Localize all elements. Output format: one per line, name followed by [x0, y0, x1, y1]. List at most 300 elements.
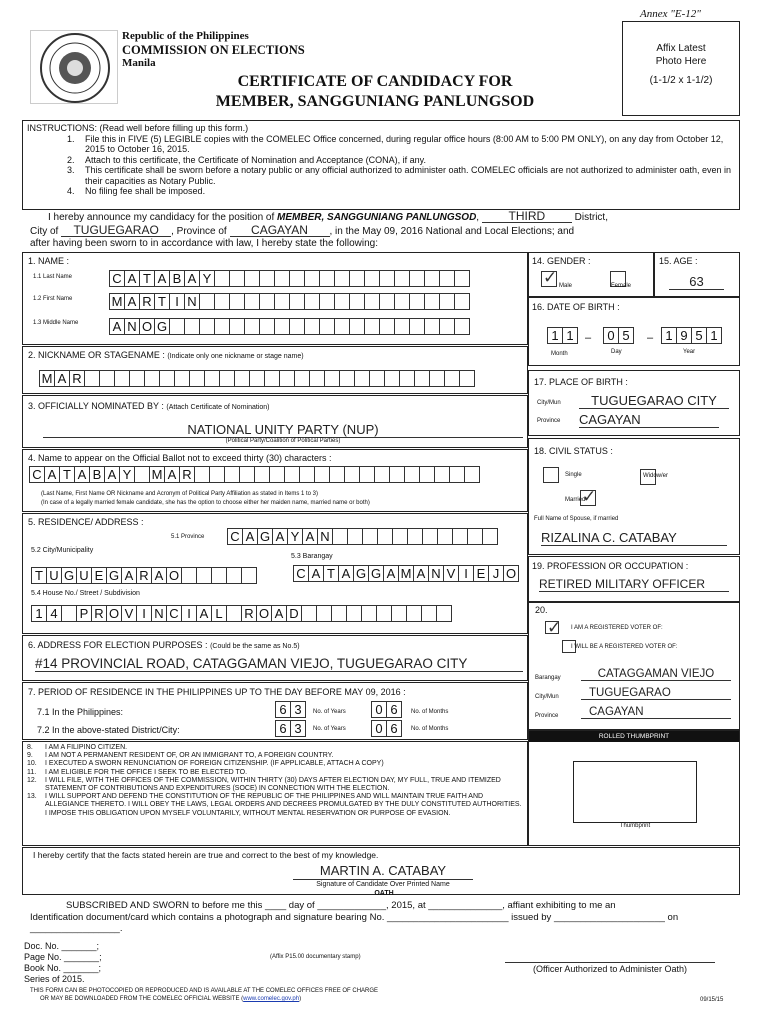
nickname-section [22, 346, 528, 394]
letter-cell: 1 [661, 327, 677, 344]
instruction-item [27, 165, 735, 186]
letter-cell [421, 605, 437, 622]
res-house-cells[interactable] [31, 605, 451, 622]
election-address-value: #14 PROVINCIAL ROAD, CATAGGAMAN VIEJO, TUGUEGARAO CITY [35, 656, 523, 672]
res-city-label: 5.2 City/Municipality [31, 547, 94, 554]
photo-size: (1-1/2 x 1-1/2) [649, 75, 713, 86]
letter-cell: O [139, 318, 155, 335]
instruction-number: 4. [67, 186, 75, 196]
res-province-cells[interactable] [227, 528, 497, 545]
letter-cell [482, 528, 498, 545]
profession-value: RETIRED MILITARY OFFICER [539, 577, 729, 592]
res-house-label: 5.4 House No./ Street / Subdivision [31, 590, 140, 597]
letter-cell: 6 [275, 701, 291, 718]
letter-cell: N [124, 318, 140, 335]
certify-text: I hereby certify that the facts stated herein are true and correct to the best of my knowledge. [33, 850, 379, 860]
res-city-cells[interactable] [31, 567, 256, 584]
city-text: Manila [122, 57, 156, 69]
letter-cell: I [136, 605, 152, 622]
letter-cell [259, 318, 275, 335]
oath-line-3: _________________. [30, 923, 123, 934]
letter-cell: 5 [618, 327, 634, 344]
profession-label: 19. PROFESSION OR OCCUPATION : [532, 561, 689, 571]
first-name-cells[interactable] [109, 293, 469, 310]
nickname-cells[interactable] [39, 370, 474, 387]
announce-text-3: after having been sworn to in accordance with law, I hereby state the following: [30, 238, 378, 249]
male-checkbox[interactable] [541, 268, 558, 287]
letter-cell [319, 270, 335, 287]
letter-cell [196, 567, 212, 584]
letter-cell [424, 293, 440, 310]
letter-cell [289, 318, 305, 335]
letter-cell [394, 270, 410, 287]
letter-cell: 4 [46, 605, 62, 622]
letter-cell [459, 370, 475, 387]
middle-name-label: 1.3 Middle Name [33, 320, 79, 326]
oath-item-number: 10. [27, 760, 37, 768]
letter-cell [239, 466, 255, 483]
letter-cell [404, 466, 420, 483]
letter-cell [99, 370, 115, 387]
letter-cell [274, 318, 290, 335]
letter-cell [334, 270, 350, 287]
instruction-text: File this in FIVE (5) LEGIBLE copies with the COMELEC Office concerned, during regular office hours (8:00 AM to 5:00 PM ONLY), on any day from October 12, 2015 to October 16, 2015. [85, 133, 724, 154]
signature-label: Signature of Candidate Over Printed Name [293, 879, 473, 888]
province-value: CAGAYAN [230, 224, 330, 237]
single-label: Single [565, 472, 582, 478]
letter-cell: 3 [290, 701, 306, 718]
oath-item-text: I AM A FILIPINO CITIZEN. [45, 744, 128, 751]
letter-cell: A [271, 605, 287, 622]
letter-cell: A [308, 565, 324, 582]
letter-cell: 1 [706, 327, 722, 344]
oath-items [22, 741, 528, 846]
letter-cell [244, 270, 260, 287]
letter-cell: A [109, 318, 125, 335]
republic-text: Republic of the Philippines [122, 30, 249, 42]
letter-cell [394, 318, 410, 335]
letter-cell [391, 605, 407, 622]
letter-cell [204, 370, 220, 387]
announce-text-1: I hereby announce my candidacy for the position of [48, 212, 275, 223]
married-label: Married [565, 497, 586, 503]
oath-item-text: I WILL FILE, WITH THE OFFICES OF THE COMMISSION, WITHIN THIRTY (30) DAYS AFTER ELECTION DAY, MY FULL, TRUE AND ITEMIZED STATEMENT OF CONTRIBUTIONS AND EXPENDITURES (SOCE) IN CONNECTION WITH THE ELECTION. [45, 776, 501, 793]
ballot-cells[interactable] [29, 466, 479, 483]
letter-cell [214, 318, 230, 335]
oath-item-number: 11. [27, 768, 37, 776]
age-value: 63 [669, 274, 724, 290]
check-icon: ✓ [582, 487, 597, 506]
announce-text-2: , in the May 09, 2016 National and Local Elections; and [329, 226, 575, 237]
oath-item [27, 769, 523, 777]
footer-line-2: OR MAY BE DOWNLOADED FROM THE COMELEC OFFICIAL WEBSITE ( [40, 996, 244, 1002]
letter-cell [134, 466, 150, 483]
years-label-1: No. of Years [313, 709, 346, 715]
letter-cell: 5 [691, 327, 707, 344]
instructions-head: INSTRUCTIONS: (Read well before filling up this form.) [27, 123, 249, 133]
period-label: 7. PERIOD OF RESIDENCE IN THE PHILIPPINES UP TO THE DAY BEFORE MAY 09, 2016 : [28, 687, 406, 697]
footer-line-1: THIS FORM CAN BE PHOTOCOPIED OR REPRODUCED AND IS AVAILABLE AT THE COMELEC OFFICES FREE OF CHARGE [30, 988, 379, 994]
period-district-label: 7.2 In the above-stated District/City: [37, 725, 180, 735]
officer-label: (Officer Authorized to Administer Oath) [505, 962, 715, 974]
civil-status-section [528, 438, 740, 555]
letter-cell [274, 270, 290, 287]
name-section [22, 252, 528, 345]
letter-cell: C [109, 270, 125, 287]
announce-position: MEMBER, SANGGUNIANG PANLUNGSOD [277, 212, 477, 223]
letter-cell: Y [287, 528, 303, 545]
district-label: District, [574, 212, 608, 223]
nickname-label: 2. NICKNAME OR STAGENAME : [28, 350, 165, 360]
letter-cell: 6 [386, 701, 402, 718]
letter-cell: A [164, 466, 180, 483]
thumbprint-label: Thumbprint [619, 823, 651, 829]
letter-cell [304, 270, 320, 287]
comelec-website-link[interactable]: www.comelec.gov.ph [243, 996, 300, 1002]
oath-item-number: 9. [27, 752, 33, 760]
nominated-section [22, 395, 528, 448]
letter-cell: O [256, 605, 272, 622]
city-value: TUGUEGARAO [61, 224, 171, 237]
letter-cell [241, 567, 257, 584]
letter-cell: B [169, 270, 185, 287]
letter-cell [229, 293, 245, 310]
letter-cell: E [91, 567, 107, 584]
letter-cell: A [44, 466, 60, 483]
oath-item-number: 8. [27, 744, 33, 751]
election-address-label: 6. ADDRESS FOR ELECTION PURPOSES : [28, 640, 208, 650]
voter-brgy-label: Barangay [535, 675, 561, 681]
title-line-1: CERTIFICATE OF CANDIDACY FOR [237, 73, 513, 90]
oath-item-text: I AM NOT A PERMANENT RESIDENT OF, OR AN IMMIGRANT TO, A FOREIGN COUNTRY. [45, 752, 334, 760]
last-name-cells[interactable] [109, 270, 469, 287]
letter-cell: G [154, 318, 170, 335]
res-brgy-cells[interactable] [293, 565, 518, 582]
letter-cell: A [124, 270, 140, 287]
letter-cell: 6 [386, 720, 402, 737]
notary-block [24, 941, 102, 985]
letter-cell: G [61, 567, 77, 584]
letter-cell [181, 567, 197, 584]
election-address-note: (Could be the same as No.5) [210, 643, 300, 650]
female-label: Female [611, 283, 632, 289]
letter-cell [409, 270, 425, 287]
instruction-text: Attach to this certificate, the Certificate of Nomination and Acceptance (CONA), if any. [85, 154, 426, 165]
instruction-number: 1. [67, 133, 75, 144]
letter-cell: T [323, 565, 339, 582]
letter-cell [279, 370, 295, 387]
instruction-text: No filing fee shall be imposed. [85, 186, 206, 196]
dob-month-cells[interactable] [547, 327, 577, 344]
letter-cell [294, 370, 310, 387]
instructions-box [22, 120, 740, 210]
letter-cell [226, 605, 242, 622]
letter-cell [114, 370, 130, 387]
letter-cell [209, 466, 225, 483]
letter-cell: A [74, 466, 90, 483]
letter-cell [407, 528, 423, 545]
letter-cell [274, 293, 290, 310]
letter-cell [331, 605, 347, 622]
certify-section [22, 847, 740, 895]
pob-section [528, 370, 740, 436]
letter-cell [399, 370, 415, 387]
letter-cell: G [106, 567, 122, 584]
letter-cell [316, 605, 332, 622]
thumbprint-box [573, 761, 697, 823]
letter-cell: 3 [290, 720, 306, 737]
letter-cell [159, 370, 175, 387]
voter-label: 20. [535, 605, 548, 615]
letter-cell [319, 318, 335, 335]
check-icon: ✓ [543, 268, 558, 287]
letter-cell [369, 370, 385, 387]
letter-cell [334, 318, 350, 335]
letter-cell [364, 293, 380, 310]
page-no: Page No. _______; [24, 952, 102, 962]
district-value: THIRD [482, 210, 572, 223]
age-section [654, 252, 740, 297]
letter-cell: 0 [371, 701, 387, 718]
letter-cell [392, 528, 408, 545]
letter-cell [394, 293, 410, 310]
letter-cell [449, 466, 465, 483]
letter-cell: 1 [547, 327, 563, 344]
ballot-section [22, 449, 528, 512]
letter-cell: T [59, 466, 75, 483]
letter-cell [61, 605, 77, 622]
letter-cell [299, 466, 315, 483]
letter-cell: A [242, 528, 258, 545]
letter-cell [309, 370, 325, 387]
letter-cell [194, 466, 210, 483]
seal-icon [31, 31, 119, 105]
letter-cell: R [179, 466, 195, 483]
letter-cell: I [169, 293, 185, 310]
period-ph-label: 7.1 In the Philippines: [37, 707, 124, 717]
letter-cell [464, 466, 480, 483]
oath-item [27, 793, 523, 818]
letter-cell [249, 370, 265, 387]
book-no: Book No. _______; [24, 963, 102, 973]
letter-cell: A [104, 466, 120, 483]
footer [30, 987, 378, 1003]
letter-cell [219, 370, 235, 387]
age-label: 15. AGE : [659, 256, 698, 266]
letter-cell [214, 270, 230, 287]
letter-cell: C [293, 565, 309, 582]
years-ph-cells[interactable] [275, 701, 305, 718]
pob-province-label: Province [537, 418, 561, 424]
letter-cell: U [46, 567, 62, 584]
letter-cell: R [91, 605, 107, 622]
letter-cell [364, 318, 380, 335]
residence-label: 5. RESIDENCE/ ADDRESS : [28, 517, 144, 527]
dob-day-cells[interactable] [603, 327, 633, 344]
instruction-number: 3. [67, 165, 75, 175]
oath-line-1: SUBSCRIBED AND SWORN to before me this ____ day of _____________, 2015, at ______________, affiant exhibiting to me an [66, 900, 616, 911]
letter-cell [414, 370, 430, 387]
letter-cell: N [184, 293, 200, 310]
letter-cell [444, 370, 460, 387]
res-province-label: 5.1 Province [171, 534, 205, 540]
letter-cell [189, 370, 205, 387]
letter-cell [129, 370, 145, 387]
male-label: Male [559, 283, 573, 289]
nickname-note: (Indicate only one nickname or stage name) [167, 353, 304, 360]
months-district-cells[interactable] [371, 720, 401, 737]
letter-cell [254, 466, 270, 483]
party-sub: (Political Party/Coalition of Political Parties) [225, 438, 341, 444]
oath-item [27, 777, 523, 793]
letter-cell [379, 293, 395, 310]
letter-cell [264, 370, 280, 387]
commission-text: COMMISSION ON ELECTIONS [122, 43, 305, 57]
single-checkbox[interactable] [543, 467, 559, 483]
letter-cell [301, 605, 317, 622]
letter-cell [332, 528, 348, 545]
letter-cell [324, 370, 340, 387]
letter-cell: B [89, 466, 105, 483]
letter-cell: M [39, 370, 55, 387]
will-register-label: I WILL BE A REGISTERED VOTER OF: [571, 644, 678, 650]
letter-cell: A [272, 528, 288, 545]
instruction-item [27, 134, 735, 155]
photo-box [622, 21, 740, 116]
letter-cell [346, 605, 362, 622]
letter-cell: N [151, 605, 167, 622]
letter-cell: 1 [31, 605, 47, 622]
letter-cell [349, 318, 365, 335]
year-label: Year [683, 349, 696, 355]
letter-cell: A [302, 528, 318, 545]
letter-cell: A [154, 270, 170, 287]
letter-cell [439, 318, 455, 335]
letter-cell [144, 370, 160, 387]
party-value: NATIONAL UNITY PARTY (NUP) [43, 422, 523, 438]
letter-cell [174, 370, 190, 387]
letter-cell: A [124, 293, 140, 310]
letter-cell: T [31, 567, 47, 584]
month-label: Month [551, 351, 568, 357]
letter-cell [284, 466, 300, 483]
oath-item [27, 744, 523, 752]
profession-section [528, 556, 740, 602]
letter-cell: 1 [562, 327, 578, 344]
letter-cell [429, 370, 445, 387]
day-label: Day [611, 349, 622, 355]
instruction-item [27, 186, 735, 197]
letter-cell [361, 605, 377, 622]
letter-cell [389, 466, 405, 483]
letter-cell [434, 466, 450, 483]
instruction-number: 2. [67, 154, 75, 165]
letter-cell [454, 270, 470, 287]
letter-cell [349, 293, 365, 310]
civil-label: 18. CIVIL STATUS : [534, 446, 613, 456]
comelec-seal [30, 30, 118, 104]
voter-section [528, 602, 740, 730]
nominated-label: 3. OFFICIALLY NOMINATED BY : [28, 401, 164, 411]
letter-cell: C [29, 466, 45, 483]
letter-cell [184, 318, 200, 335]
letter-cell [199, 318, 215, 335]
first-name-label: 1.2 First Name [33, 296, 73, 302]
instruction-text: This certificate shall be sworn before a notary public or any official authorized to administer oath. COMELEC officials are not authorized to administer oath, even in their capacities as Notary Public. [85, 165, 732, 186]
letter-cell: 0 [603, 327, 619, 344]
letter-cell [454, 318, 470, 335]
letter-cell [344, 466, 360, 483]
letter-cell [454, 293, 470, 310]
letter-cell: O [503, 565, 519, 582]
letter-cell [211, 567, 227, 584]
letter-cell [259, 270, 275, 287]
spouse-value: RIZALINA C. CATABAY [541, 530, 727, 546]
months-label-2: No. of Months [411, 726, 449, 732]
letter-cell: G [257, 528, 273, 545]
letter-cell: C [227, 528, 243, 545]
ballot-note-2: (In case of a legally married female candidate, she has the option to choose either her maiden name, married name or both) [41, 500, 370, 506]
announcement: I hereby announce my candidacy for the position of MEMBER, SANGGUNIANG PANLUNGSOD, THIRD District, City of TUGUEGARAO , Province of CAGAYAN , in the May 09, 2016 National and Local Elections; and after having been sworn to in accordance with law, I hereby state the following: [30, 210, 740, 250]
letter-cell: J [488, 565, 504, 582]
dob-year-cells[interactable] [661, 327, 721, 344]
letter-cell [269, 466, 285, 483]
thumbprint-section [528, 730, 740, 846]
letter-cell [349, 270, 365, 287]
annex-label: Annex "E-12" [640, 8, 701, 20]
form-code: 09/15/15 [700, 997, 724, 1003]
oath-title: OATH [374, 890, 394, 897]
years-district-cells[interactable] [275, 720, 305, 737]
letter-cell: A [184, 270, 200, 287]
months-ph-cells[interactable] [371, 701, 401, 718]
oath-item-text: I EXECUTED A SWORN RENUNCIATION OF FOREIGN CITIZENSHIP. (IF APPLICABLE, ATTACH A COPY) [45, 760, 384, 768]
voter-city-value: TUGUEGARAO [581, 687, 731, 700]
letter-cell: A [196, 605, 212, 622]
years-label-2: No. of Years [313, 726, 346, 732]
footer-line-3: ) [299, 996, 302, 1002]
letter-cell [409, 318, 425, 335]
photo-text-2: Photo Here [655, 56, 707, 67]
registered-label: I AM A REGISTERED VOTER OF: [571, 625, 663, 631]
residence-section [22, 513, 528, 634]
letter-cell [377, 528, 393, 545]
gender-label: 14. GENDER : [532, 256, 591, 266]
middle-name-cells[interactable] [109, 318, 469, 335]
letter-cell: G [368, 565, 384, 582]
letter-cell [419, 466, 435, 483]
letter-cell [244, 318, 260, 335]
letter-cell [467, 528, 483, 545]
letter-cell: 9 [676, 327, 692, 344]
letter-cell [334, 293, 350, 310]
letter-cell: T [154, 293, 170, 310]
letter-cell [304, 293, 320, 310]
letter-cell: P [76, 605, 92, 622]
voter-province-value: CAGAYAN [581, 706, 731, 719]
letter-cell [169, 318, 185, 335]
pob-city-label: City/Mun [537, 400, 561, 406]
registered-checkbox[interactable] [545, 618, 562, 637]
letter-cell: V [443, 565, 459, 582]
city-label: City of [30, 226, 59, 237]
months-label-1: No. of Months [411, 709, 449, 715]
letter-cell: M [149, 466, 165, 483]
gender-section [528, 252, 654, 297]
letter-cell: R [136, 567, 152, 584]
check-icon: ✓ [547, 618, 562, 637]
letter-cell: V [121, 605, 137, 622]
